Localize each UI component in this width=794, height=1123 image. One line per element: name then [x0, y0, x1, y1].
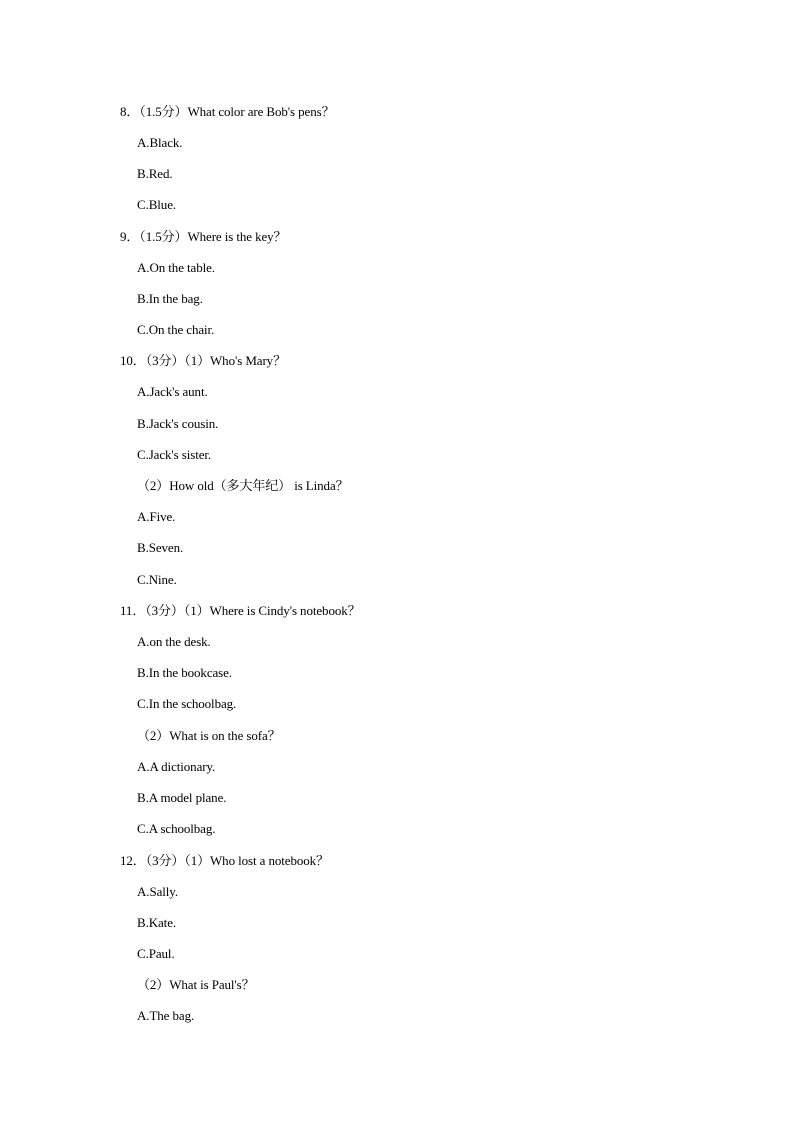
- question-11-1-option-a: A.on the desk.: [137, 634, 211, 649]
- question-11-2-option-b: B.A model plane.: [137, 790, 227, 805]
- question-10-2-option-b: B.Seven.: [137, 540, 184, 555]
- question-12-stem: 12．（3分）（1）Who lost a notebook？: [120, 853, 329, 868]
- question-12-1-option-a: A.Sally.: [137, 884, 178, 899]
- question-10-2-option-c: C.Nine.: [137, 572, 177, 587]
- question-12-1-option-b: B.Kate.: [137, 915, 177, 930]
- question-10-1-option-c: C.Jack's sister.: [137, 447, 212, 462]
- question-10-stem: 10．（3分）（1）Who's Mary？: [120, 353, 286, 368]
- question-9-option-b: B.In the bag.: [137, 291, 203, 306]
- question-10-1-option-b: B.Jack's cousin.: [137, 416, 219, 431]
- question-10-2-option-a: A.Five.: [137, 509, 176, 524]
- question-11-2-stem: （2）What is on the sofa？: [137, 728, 281, 743]
- question-8-option-a: A.Black.: [137, 135, 183, 150]
- question-11-2-option-a: A.A dictionary.: [137, 759, 216, 774]
- question-10-2-stem: （2）How old（多大年纪） is Linda？: [137, 478, 349, 493]
- question-8-stem: 8．（1.5分）What color are Bob's pens？: [120, 104, 335, 119]
- question-11-2-option-c: C.A schoolbag.: [137, 821, 216, 836]
- question-9-stem: 9．（1.5分）Where is the key？: [120, 229, 287, 244]
- question-9-option-c: C.On the chair.: [137, 322, 215, 337]
- question-12-1-option-c: C.Paul.: [137, 946, 175, 961]
- question-9-option-a: A.On the table.: [137, 260, 215, 275]
- question-12-2-stem: （2）What is Paul's？: [137, 977, 255, 992]
- question-12-2-option-a: A.The bag.: [137, 1008, 195, 1023]
- question-11-1-option-b: B.In the bookcase.: [137, 665, 232, 680]
- question-8-option-c: C.Blue.: [137, 197, 177, 212]
- question-8-option-b: B.Red.: [137, 166, 173, 181]
- question-11-stem: 11．（3分）（1）Where is Cindy's notebook？: [120, 603, 361, 618]
- question-11-1-option-c: C.In the schoolbag.: [137, 696, 237, 711]
- question-10-1-option-a: A.Jack's aunt.: [137, 384, 208, 399]
